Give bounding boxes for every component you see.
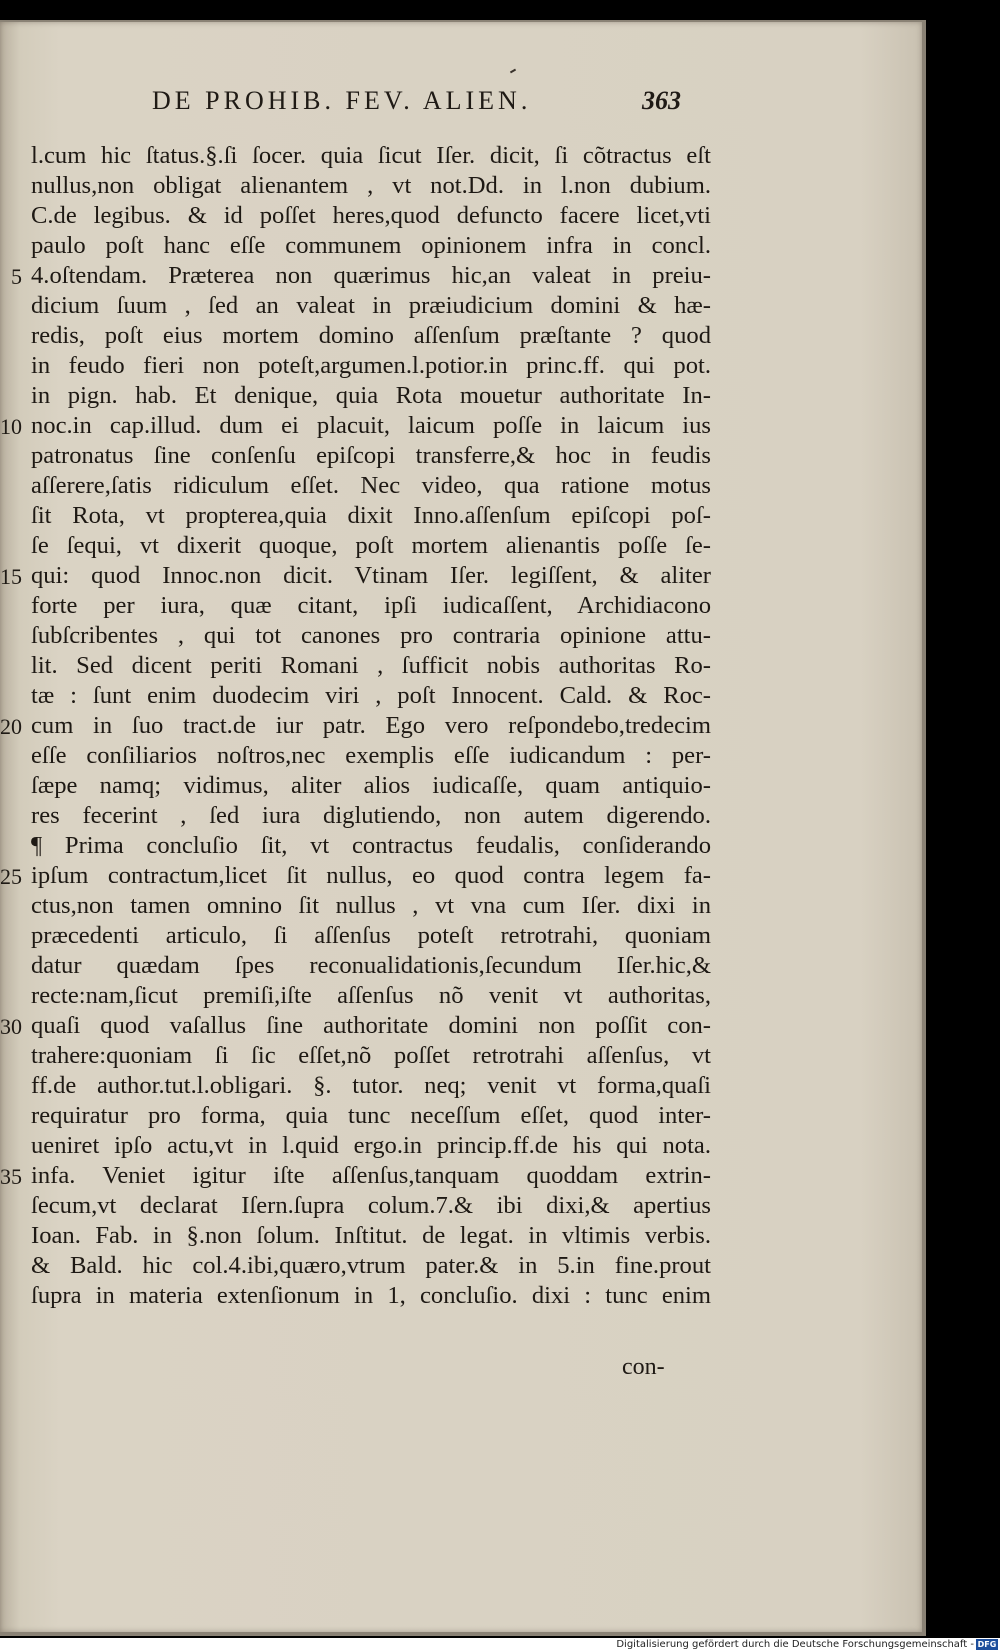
text-line: ueniret ipſo actu,vt in l.quid ergo.in princip.ff.de his qui nota. [31, 1132, 711, 1159]
line-number: 5 [11, 264, 22, 289]
text-line: præcedenti articulo, ſi aſſenſus poteſt retrotrahi, quoniam [31, 922, 711, 949]
text-line: l.cum hic ſtatus.§.ſi ſocer. quia ſicut Iſer. dicit, ſi cõtractus eſt [31, 142, 711, 169]
text-line: patronatus ſine conſenſu epiſcopi transferre,& hoc in feudis [31, 442, 711, 469]
dfg-logo: DFG [977, 1640, 997, 1649]
text-line: cum in ſuo tract.de iur patr. Ego vero reſpondebo,tredecim [31, 712, 711, 739]
text-line: ctus,non tamen omnino ſit nullus , vt vna cum Iſer. dixi in [31, 892, 711, 919]
text-line: redis, poſt eius mortem domino aſſenſum præſtante ? quod [31, 322, 711, 349]
text-line: forte per iura, quæ citant, ipſi iudicaſſent, Archidiacono [31, 592, 711, 619]
text-line: infa. Veniet igitur iſte aſſenſus,tanquam quoddam extrin- [31, 1162, 711, 1189]
running-title: DE PROHIB. FEV. ALIEN. [152, 86, 532, 115]
text-line: & Bald. hic col.4.ibi,quæro,vtrum pater.& in 5.in fine.prout [31, 1252, 711, 1279]
text-line: ſubſcribentes , qui tot canones pro contraria opinione attu- [31, 622, 711, 649]
footer-bar [0, 1638, 1000, 1651]
text-line: lit. Sed dicent periti Romani , ſufficit nobis authoritas Ro- [31, 652, 711, 679]
text-line: eſſe conſiliarios noſtros,nec exemplis eſſe iudicandum : per- [31, 742, 711, 769]
text-line: ff.de author.tut.l.obligari. §. tutor. neq; venit vt forma,quaſi [31, 1072, 711, 1099]
text-line: ſit Rota, vt propterea,quia dixit Inno.aſſenſum epiſcopi poſ- [31, 502, 711, 529]
line-number: 30 [0, 1014, 22, 1039]
text-line: quaſi quod vaſallus ſine authoritate domini non poſſit con- [31, 1012, 711, 1039]
text-line: noc.in cap.illud. dum ei placuit, laicum poſſe in laicum ius [31, 412, 711, 439]
text-line: ſecum,vt declarat Iſern.ſupra colum.7.& ibi dixi,& apertius [31, 1192, 711, 1219]
text-line: ¶ Prima concluſio ſit, vt contractus feudalis, conſiderando [31, 832, 711, 859]
text-line: paulo poſt hanc eſſe communem opinionem infra in concl. [31, 232, 711, 259]
text-line: recte:nam,ſicut premiſi,iſte aſſenſus nõ venit vt authoritas, [31, 982, 711, 1009]
text-line: in pign. hab. Et denique, quia Rota mouetur authoritate In- [31, 382, 711, 409]
line-number: 35 [0, 1164, 22, 1189]
line-number: 20 [0, 714, 22, 739]
text-line: requiratur pro forma, quia tunc neceſſum eſſet, quod inter- [31, 1102, 711, 1129]
line-number: 10 [0, 414, 22, 439]
line-number: 25 [0, 864, 22, 889]
text-line: in feudo fieri non poteſt,argumen.l.potior.in princ.ff. qui pot. [31, 352, 711, 379]
text-line: ipſum contractum,licet ſit nullus, eo quod contra legem fa- [31, 862, 711, 889]
text-line: ſe ſequi, vt dixerit quoque, poſt mortem alienantis poſſe ſe- [31, 532, 711, 559]
text-line: C.de legibus. & id poſſet heres,quod defuncto facere licet,vti [31, 202, 711, 229]
line-number: 15 [0, 564, 22, 589]
text-line: datur quædam ſpes reconualidationis,ſecundum Iſer.hic,& [31, 952, 711, 979]
text-line: aſſerere,ſatis ridiculum eſſet. Nec video, qua ratione motus [31, 472, 711, 499]
text-line: tæ : ſunt enim duodecim viri , poſt Innocent. Cald. & Roc- [31, 682, 711, 709]
text-line: nullus,non obligat alienantem , vt not.Dd. in l.non dubium. [31, 172, 711, 199]
catchword: con- [622, 1354, 665, 1380]
text-line: 4.oſtendam. Præterea non quærimus hic,an valeat in preiu- [31, 262, 711, 289]
funding-credit: Digitalisierung gefördert durch die Deutsche Forschungsgemeinschaft - [616, 1639, 974, 1650]
page-number: 363 [642, 86, 681, 115]
text-line: trahere:quoniam ſi ſic eſſet,nõ poſſet retrotrahi aſſenſus, vt [31, 1042, 711, 1069]
text-line: qui: quod Innoc.non dicit. Vtinam Iſer. legiſſent, & aliter [31, 562, 711, 589]
text-line: ſæpe namq; vidimus, aliter alios iudicaſſe, quam antiquio- [31, 772, 711, 799]
text-line: ſupra in materia extenſionum in 1, concluſio. dixi : tunc enim [31, 1282, 711, 1309]
text-line: res fecerint , ſed iura diglutiendo, non autem digerendo. [31, 802, 711, 829]
text-line: Ioan. Fab. in §.non ſolum. Inſtitut. de legat. in vltimis verbis. [31, 1222, 711, 1249]
text-line: dicium ſuum , ſed an valeat in præiudicium domini & hæ- [31, 292, 711, 319]
